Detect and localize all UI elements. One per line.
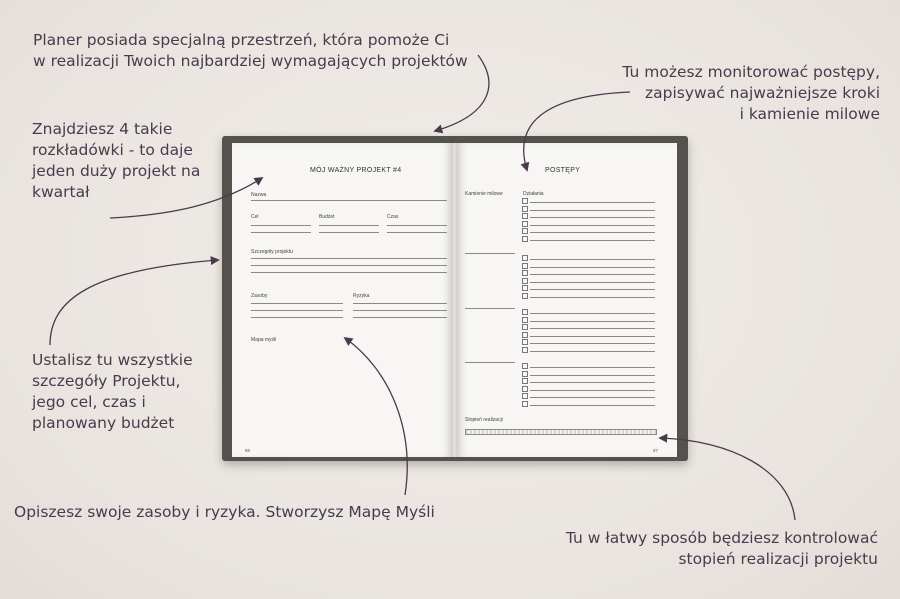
note-line: szczegóły Projektu, (32, 372, 181, 390)
left-page-title: MÓJ WAŻNY PROJEKT #4 (310, 167, 402, 174)
note-line: planowany budżet (32, 414, 175, 432)
details-label: Szczegóły projektu (251, 249, 293, 255)
risk-label: Ryzyka (353, 293, 370, 299)
actions-label: Działania (523, 191, 544, 197)
milestones-label: Kamienie milowe (465, 191, 503, 197)
goal-label: Cel (251, 214, 259, 220)
note-line: rozkładówki - to daje (32, 141, 193, 159)
arrow-mid-left (50, 260, 218, 345)
right-page-number: 87 (653, 448, 659, 453)
note-line: Tu w łatwy sposób będziesz kontrolować (565, 529, 878, 547)
note-line: jego cel, czas i (32, 393, 146, 411)
progress-label: Stopień realizacji (465, 417, 503, 423)
mindmap-label: Mapa myśli (251, 337, 277, 343)
resources-label: Zasoby (251, 293, 268, 299)
name-label: Nazwa (251, 192, 267, 198)
arrow-top-right (524, 92, 630, 170)
note-line: zapisywać najważniejsze kroki (644, 84, 880, 102)
arrow-bottom-center (345, 338, 407, 495)
budget-label: Budżet (319, 214, 335, 220)
note-line: w realizacji Twoich najbardziej wymagających projektów (33, 52, 468, 70)
note-line: kwartał (32, 183, 90, 201)
note-line: Znajdziesz 4 takie (32, 120, 173, 138)
note-bottom-center: Opiszesz swoje zasoby i ryzyka. Stworzysz Mapę Myśli (14, 503, 435, 521)
arrow-top-left (110, 178, 262, 218)
right-page-title: POSTĘPY (545, 167, 581, 174)
time-label: Czas (387, 214, 399, 220)
note-line: stopień realizacji projektu (678, 550, 878, 568)
note-line: i kamienie milowe (739, 105, 880, 123)
note-line: Planer posiada specjalną przestrzeń, która pomoże Ci (33, 31, 450, 49)
note-line: Ustalisz tu wszystkie (32, 351, 193, 369)
left-page-number: 86 (245, 448, 251, 453)
arrow-bottom-right (660, 438, 795, 520)
arrow-top-center (435, 55, 489, 131)
note-line: Tu możesz monitorować postępy, (622, 63, 880, 81)
note-line: jeden duży projekt na (32, 162, 201, 180)
